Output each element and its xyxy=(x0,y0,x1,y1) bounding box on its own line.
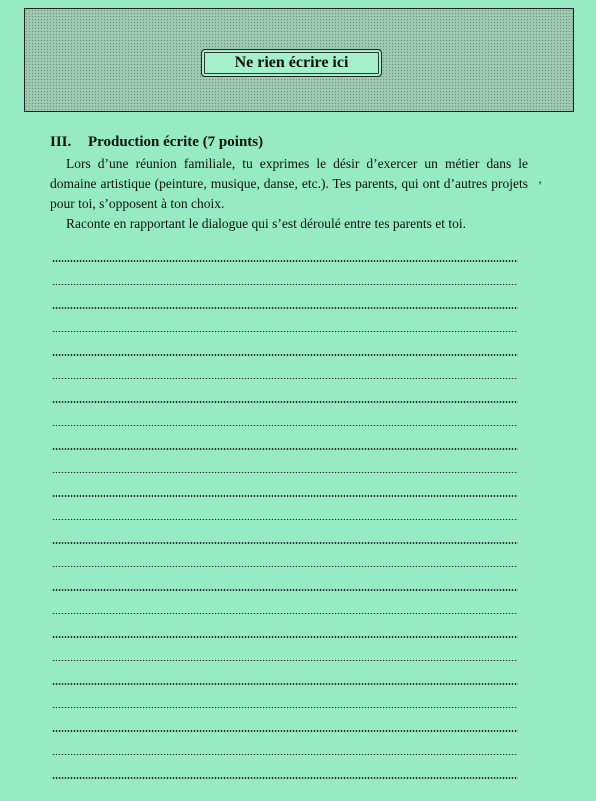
instruction-paragraph-1: Lors d’une réunion familiale, tu exprimes le désir d’exercer un métier dans le domaine artistique (peinture, musique, danse, etc.). Tes parents, qui ont d’autres projets pour toi, s’opposent à ton choix. xyxy=(50,156,528,211)
writing-line[interactable] xyxy=(52,378,518,380)
section-title: Production écrite (7 points) xyxy=(88,134,264,150)
writing-line[interactable] xyxy=(52,683,518,685)
writing-line[interactable] xyxy=(52,566,518,568)
writing-line[interactable] xyxy=(52,660,518,662)
writing-line[interactable] xyxy=(52,401,518,403)
writing-line[interactable] xyxy=(52,519,518,521)
section-heading xyxy=(50,134,263,151)
writing-line[interactable] xyxy=(52,542,518,544)
writing-line[interactable] xyxy=(52,730,518,732)
do-not-write-banner xyxy=(24,8,574,112)
writing-line[interactable] xyxy=(52,613,518,615)
writing-line[interactable] xyxy=(52,260,518,262)
writing-line[interactable] xyxy=(52,589,518,591)
writing-line[interactable] xyxy=(52,307,518,309)
writing-line[interactable] xyxy=(52,636,518,638)
do-not-write-label: Ne rien écrire ici xyxy=(201,49,382,77)
writing-line[interactable] xyxy=(52,331,518,333)
writing-line[interactable] xyxy=(52,495,518,497)
writing-line[interactable] xyxy=(52,354,518,356)
writing-line[interactable] xyxy=(52,707,518,709)
answer-lines[interactable] xyxy=(52,260,518,801)
section-number: III. xyxy=(50,134,72,150)
writing-line[interactable] xyxy=(52,284,518,286)
writing-line[interactable] xyxy=(52,448,518,450)
writing-line[interactable] xyxy=(52,472,518,474)
writing-line[interactable] xyxy=(52,754,518,756)
writing-line[interactable] xyxy=(52,425,518,427)
instruction-paragraph-2: Raconte en rapportant le dialogue qui s’est déroulé entre tes parents et toi. xyxy=(66,216,466,231)
writing-line[interactable] xyxy=(52,777,518,779)
margin-mark: ’ xyxy=(538,178,542,192)
